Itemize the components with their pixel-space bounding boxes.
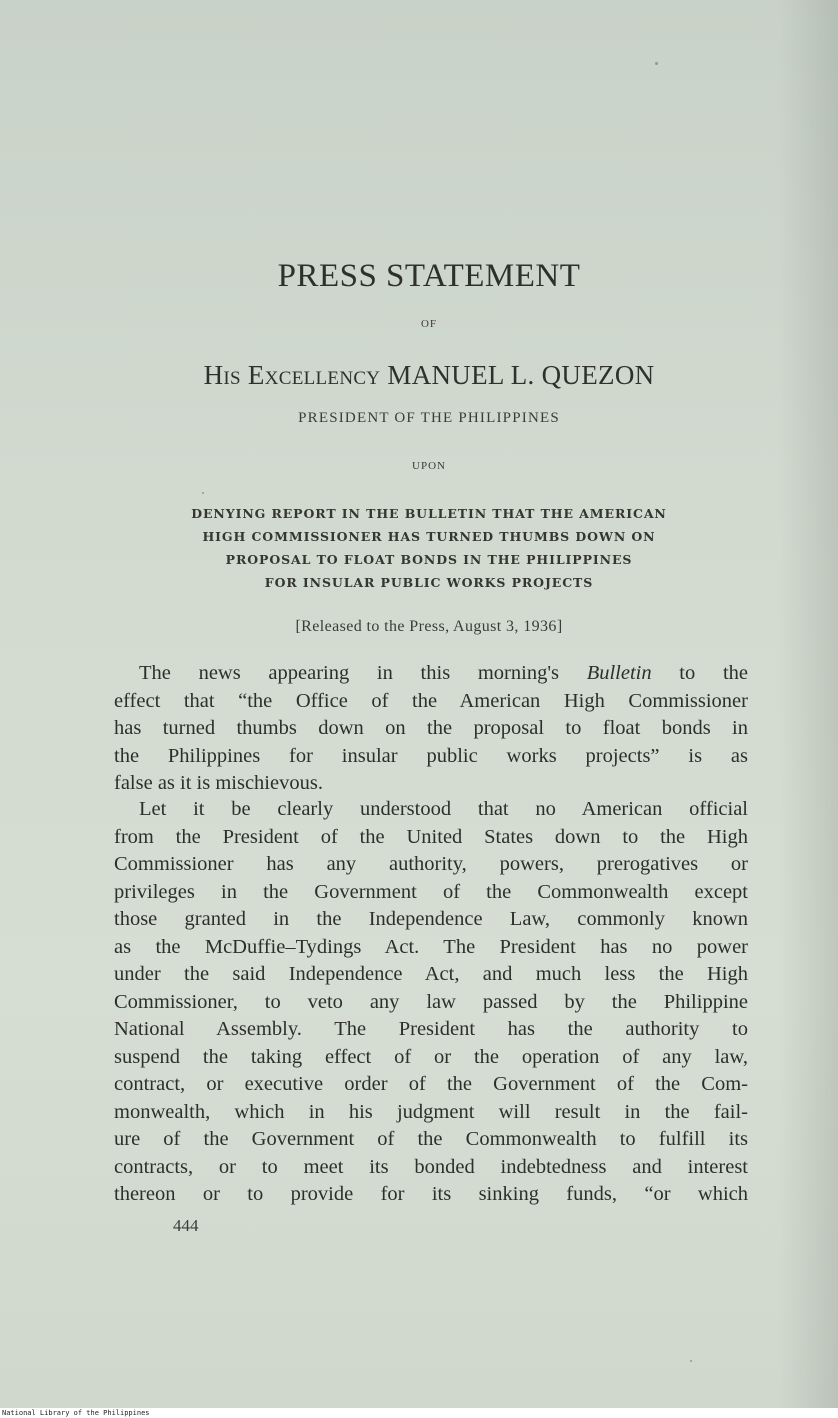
- upon-label: UPON: [412, 460, 446, 472]
- paragraph-line: Commissioner, to veto any law passed by the Philippine: [114, 990, 748, 1013]
- paragraph-line: suspend the taking effect of or the operation of any law,: [114, 1045, 748, 1068]
- author-honorific: His Excellency: [203, 360, 381, 390]
- paragraph-line: thereon or to provide for its sinking funds, “or which: [114, 1183, 748, 1205]
- author-position: PRESIDENT OF THE PHILIPPINES: [298, 410, 560, 426]
- paragraph-line: as the McDuffie–Tydings Act. The President has no power: [114, 935, 748, 958]
- subject-line: DENYING REPORT IN THE BULLETIN THAT THE AMERICAN: [191, 506, 667, 521]
- paper-speck: [690, 1360, 692, 1362]
- scan-credit: National Library of the Philippines: [2, 1409, 150, 1417]
- paragraph-1: [114, 660, 748, 798]
- paragraph-line: from the President of the United States down to the High: [114, 825, 748, 848]
- of-label: OF: [420, 318, 438, 330]
- author-name-line: [0, 360, 838, 391]
- release-note: [Released to the Press, August 3, 1936]: [295, 618, 563, 635]
- page-title: PRESS STATEMENT: [277, 258, 581, 294]
- paragraph-line: contracts, or to meet its bonded indebtedness and interest: [114, 1155, 748, 1178]
- paragraph-line: [114, 660, 748, 688]
- newspaper-title: Bulletin: [586, 662, 652, 684]
- paper-speck: [202, 492, 204, 494]
- paragraph-line: Let it be clearly understood that no American official: [139, 798, 748, 820]
- paragraph-line: effect that “the Office of the American High Commissioner: [114, 689, 748, 712]
- paragraph-line: ure of the Government of the Commonwealth to fulfill its: [114, 1128, 748, 1150]
- subject-line: FOR INSULAR PUBLIC WORKS PROJECTS: [264, 575, 594, 590]
- paragraph-line: contract, or executive order of the Government of the Com-: [114, 1073, 748, 1095]
- page-edge-shading: [778, 0, 838, 1408]
- author-name: MANUEL L. QUEZON: [387, 360, 655, 390]
- paragraph-line: has turned thumbs down on the proposal to float bonds in: [114, 717, 748, 739]
- paragraph-line: those granted in the Independence Law, commonly known: [114, 908, 748, 930]
- page-number: 444: [173, 1216, 199, 1235]
- subject-line: PROPOSAL TO FLOAT BONDS IN THE PHILIPPINES: [225, 552, 633, 567]
- text-run: The news appearing in this morning's: [139, 662, 587, 684]
- paragraph-line: monwealth, which in his judgment will result in the fail-: [114, 1100, 748, 1123]
- statement-subject: [100, 502, 758, 594]
- paragraph-2: [114, 796, 748, 1209]
- text-run: to the: [651, 662, 748, 684]
- paragraph-line: under the said Independence Act, and much less the High: [114, 963, 748, 985]
- paragraph-line: privileges in the Government of the Commonwealth except: [114, 880, 748, 903]
- subject-line: HIGH COMMISSIONER HAS TURNED THUMBS DOWN ON: [202, 529, 656, 544]
- paragraph-line: false as it is mischievous.: [114, 772, 323, 794]
- paragraph-line: the Philippines for insular public works projects” is as: [114, 744, 748, 767]
- paper-speck: [655, 62, 658, 65]
- paragraph-line: National Assembly. The President has the authority to: [114, 1018, 748, 1040]
- paragraph-line: Commissioner has any authority, powers, prerogatives or: [114, 853, 748, 875]
